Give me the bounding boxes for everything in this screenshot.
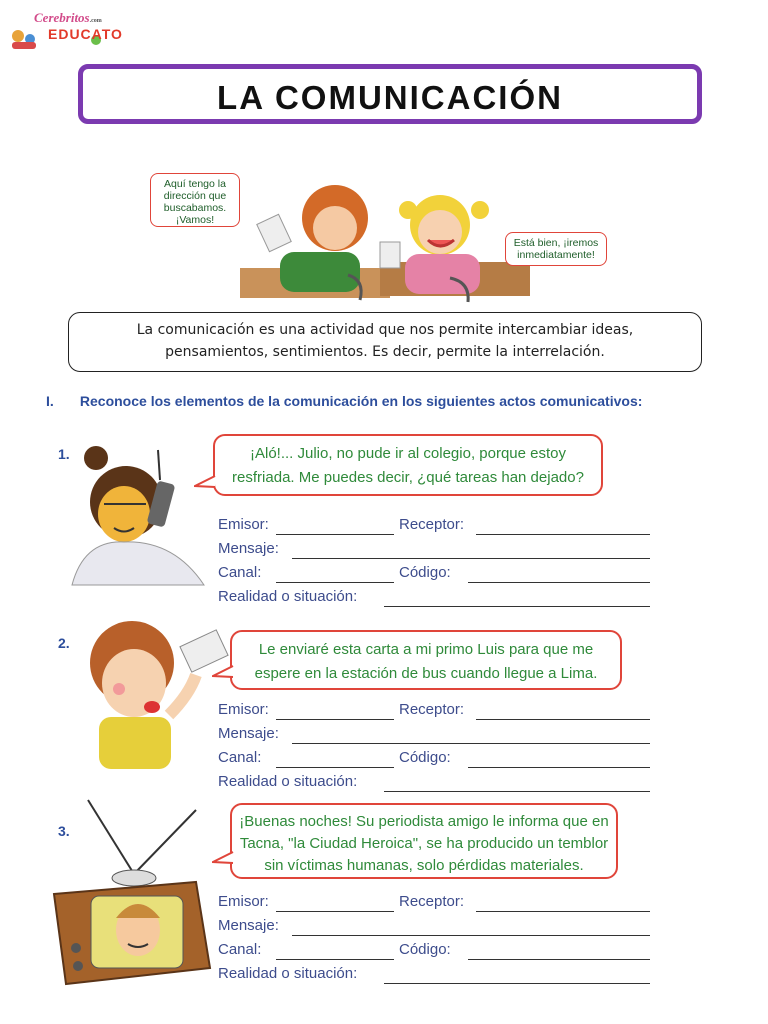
codigo-label: Código: [399,941,451,958]
receptor-label: Receptor: [399,893,465,910]
exercise-2-fields [218,701,658,801]
exercise-1-speech-line-1: ¡Aló!... Julio, no pude ir al colegio, porque estoy [249,445,567,462]
girl-phone-icon [64,440,214,590]
realidad-blank[interactable] [384,983,650,984]
exercise-3-speech-line-2: Tacna, "la Ciudad Heroica", se ha producido un temblor [239,835,609,852]
codigo-label: Código: [399,749,451,766]
emisor-label: Emisor: [218,701,269,718]
television-reporter-icon [46,798,216,994]
canal-blank[interactable] [276,959,394,960]
logo-top-text: Cerebritos.com [34,10,102,25]
definition-line-2: pensamientos, sentimientos. Es decir, permite la interrelación. [165,344,605,360]
exercise-1-illustration [64,440,214,590]
title-box [78,64,702,124]
exercise-1-number: 1. [58,446,70,462]
realidad-blank[interactable] [384,606,650,607]
exercise-2-speech-tail-icon [212,664,234,680]
emisor-label: Emisor: [218,516,269,533]
logo-bottom-text: EDUCATO [48,26,123,42]
exercise-3-speech-line-1: ¡Buenas noches! Su periodista amigo le informa que en [239,813,609,830]
speech-bubble-left: Aquí tengo la dirección que buscabamos. ¡Vamos! [150,173,240,227]
exercise-1-speech [213,434,603,496]
receptor-label: Receptor: [399,516,465,533]
canal-label: Canal: [218,749,262,766]
section-number: I. [46,393,54,409]
speech-bubble-right: Está bien, ¡iremos inmediatamente! [505,232,607,266]
canal-label: Canal: [218,564,262,581]
emisor-label: Emisor: [218,893,269,910]
mensaje-label: Mensaje: [218,917,279,934]
kids-illustration [150,170,620,310]
codigo-blank[interactable] [468,959,650,960]
site-logo [8,6,123,52]
canal-blank[interactable] [276,767,394,768]
mensaje-label: Mensaje: [218,725,279,742]
exercise-1-speech-tail-icon [194,474,216,490]
emisor-blank[interactable] [276,719,394,720]
mensaje-blank[interactable] [292,743,650,744]
exercise-3-speech-line-3: sin víctimas humanas, solo pérdidas materiales. [264,857,584,874]
exercise-1-fields [218,516,658,616]
receptor-label: Receptor: [399,701,465,718]
receptor-blank[interactable] [476,719,650,720]
section-instruction: Reconoce los elementos de la comunicación en los siguientes actos comunicativos: [79,393,643,409]
mensaje-blank[interactable] [292,935,650,936]
receptor-blank[interactable] [476,534,650,535]
emisor-blank[interactable] [276,534,394,535]
section-heading [46,393,642,409]
codigo-label: Código: [399,564,451,581]
realidad-label: Realidad o situación: [218,588,358,605]
exercise-3-fields [218,893,658,993]
exercise-2-illustration [74,615,234,775]
mensaje-blank[interactable] [292,558,650,559]
canal-label: Canal: [218,941,262,958]
exercise-3-speech [230,803,618,879]
exercise-3-number: 3. [58,823,70,839]
realidad-label: Realidad o situación: [218,773,358,790]
exercise-3-speech-tail-icon [212,850,234,866]
codigo-blank[interactable] [468,582,650,583]
realidad-blank[interactable] [384,791,650,792]
page-title: LA COMUNICACIÓN [217,79,563,116]
exercise-2-speech-line-1: Le enviaré esta carta a mi primo Luis para que me [258,641,594,658]
mensaje-label: Mensaje: [218,540,279,557]
exercise-1-speech-line-2: resfriada. Me puedes decir, ¿qué tareas han dejado? [232,469,584,486]
exercise-2-speech [230,630,622,690]
definition-box [68,312,702,372]
emisor-blank[interactable] [276,911,394,912]
realidad-label: Realidad o situación: [218,965,358,982]
canal-blank[interactable] [276,582,394,583]
boy-letter-icon [74,615,234,775]
definition-line-1: La comunicación es una actividad que nos permite intercambiar ideas, [136,322,634,338]
exercise-2-speech-line-2: espere en la estación de bus cuando llegue a Lima. [254,665,598,682]
receptor-blank[interactable] [476,911,650,912]
exercise-2-number: 2. [58,635,70,651]
exercise-3-illustration [46,798,216,994]
codigo-blank[interactable] [468,767,650,768]
